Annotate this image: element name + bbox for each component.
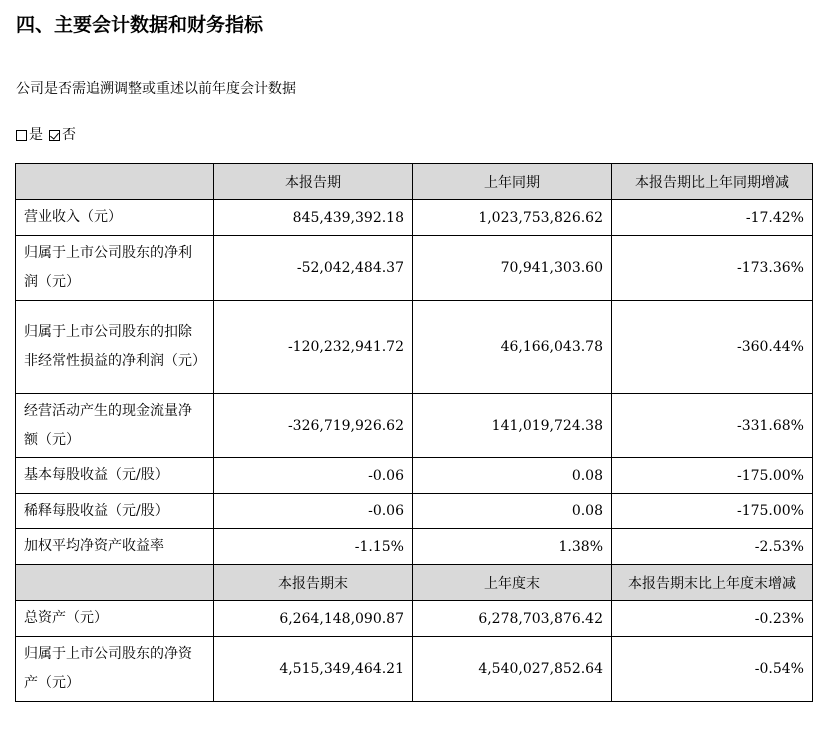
change-value: -0.23% bbox=[612, 601, 813, 637]
table-row bbox=[16, 236, 813, 301]
row-label: 归属于上市公司股东的扣除非经常性损益的净利润（元） bbox=[16, 301, 214, 394]
table-row bbox=[16, 200, 813, 236]
change-value: -175.00% bbox=[612, 494, 813, 529]
restatement-question: 公司是否需追溯调整或重述以前年度会计数据 bbox=[16, 81, 296, 97]
change-value: -173.36% bbox=[612, 236, 813, 301]
prior-period-value: 70,941,303.60 bbox=[413, 236, 612, 301]
table-row bbox=[16, 601, 813, 637]
prior-year-end-value: 4,540,027,852.64 bbox=[413, 637, 612, 702]
column-header: 本报告期末 bbox=[214, 565, 413, 601]
row-label: 基本每股收益（元/股） bbox=[16, 458, 214, 494]
current-period-value: 845,439,392.18 bbox=[214, 200, 413, 236]
column-header: 本报告期末比上年度末增减 bbox=[612, 565, 813, 601]
column-header: 上年度末 bbox=[413, 565, 612, 601]
prior-period-value: 1,023,753,826.62 bbox=[413, 200, 612, 236]
row-label: 经营活动产生的现金流量净额（元） bbox=[16, 394, 214, 458]
prior-period-value: 0.08 bbox=[413, 494, 612, 529]
option-no[interactable] bbox=[49, 124, 76, 146]
header-corner-cell bbox=[16, 565, 214, 601]
restatement-options bbox=[16, 124, 82, 146]
prior-period-value: 1.38% bbox=[413, 529, 612, 565]
checkbox-checked-icon[interactable] bbox=[49, 130, 60, 141]
table-row bbox=[16, 301, 813, 394]
option-yes[interactable] bbox=[16, 124, 43, 146]
column-header: 上年同期 bbox=[413, 164, 612, 200]
table-row bbox=[16, 529, 813, 565]
table-header-row bbox=[16, 164, 813, 200]
prior-period-value: 141,019,724.38 bbox=[413, 394, 612, 458]
prior-period-value: 0.08 bbox=[413, 458, 612, 494]
table-header-row bbox=[16, 565, 813, 601]
checkbox-unchecked-icon[interactable] bbox=[16, 130, 27, 141]
section-heading: 四、主要会计数据和财务指标 bbox=[16, 14, 264, 36]
current-period-value: -52,042,484.37 bbox=[214, 236, 413, 301]
change-value: -0.54% bbox=[612, 637, 813, 702]
option-no-label: 否 bbox=[62, 127, 76, 143]
current-period-value: -1.15% bbox=[214, 529, 413, 565]
change-value: -175.00% bbox=[612, 458, 813, 494]
row-label: 加权平均净资产收益率 bbox=[16, 529, 214, 565]
column-header: 本报告期 bbox=[214, 164, 413, 200]
change-value: -2.53% bbox=[612, 529, 813, 565]
header-corner-cell bbox=[16, 164, 214, 200]
table-row bbox=[16, 458, 813, 494]
table-row bbox=[16, 394, 813, 458]
current-period-value: -326,719,926.62 bbox=[214, 394, 413, 458]
current-period-value: -120,232,941.72 bbox=[214, 301, 413, 394]
row-label: 稀释每股收益（元/股） bbox=[16, 494, 214, 529]
table-row bbox=[16, 637, 813, 702]
change-value: -331.68% bbox=[612, 394, 813, 458]
prior-year-end-value: 6,278,703,876.42 bbox=[413, 601, 612, 637]
change-value: -360.44% bbox=[612, 301, 813, 394]
row-label: 营业收入（元） bbox=[16, 200, 214, 236]
row-label: 归属于上市公司股东的净资产（元） bbox=[16, 637, 214, 702]
option-yes-label: 是 bbox=[29, 127, 43, 143]
financial-data-table bbox=[15, 163, 813, 702]
column-header: 本报告期比上年同期增减 bbox=[612, 164, 813, 200]
period-end-value: 4,515,349,464.21 bbox=[214, 637, 413, 702]
period-end-value: 6,264,148,090.87 bbox=[214, 601, 413, 637]
table-row bbox=[16, 494, 813, 529]
row-label: 总资产（元） bbox=[16, 601, 214, 637]
current-period-value: -0.06 bbox=[214, 494, 413, 529]
prior-period-value: 46,166,043.78 bbox=[413, 301, 612, 394]
row-label: 归属于上市公司股东的净利润（元） bbox=[16, 236, 214, 301]
change-value: -17.42% bbox=[612, 200, 813, 236]
current-period-value: -0.06 bbox=[214, 458, 413, 494]
